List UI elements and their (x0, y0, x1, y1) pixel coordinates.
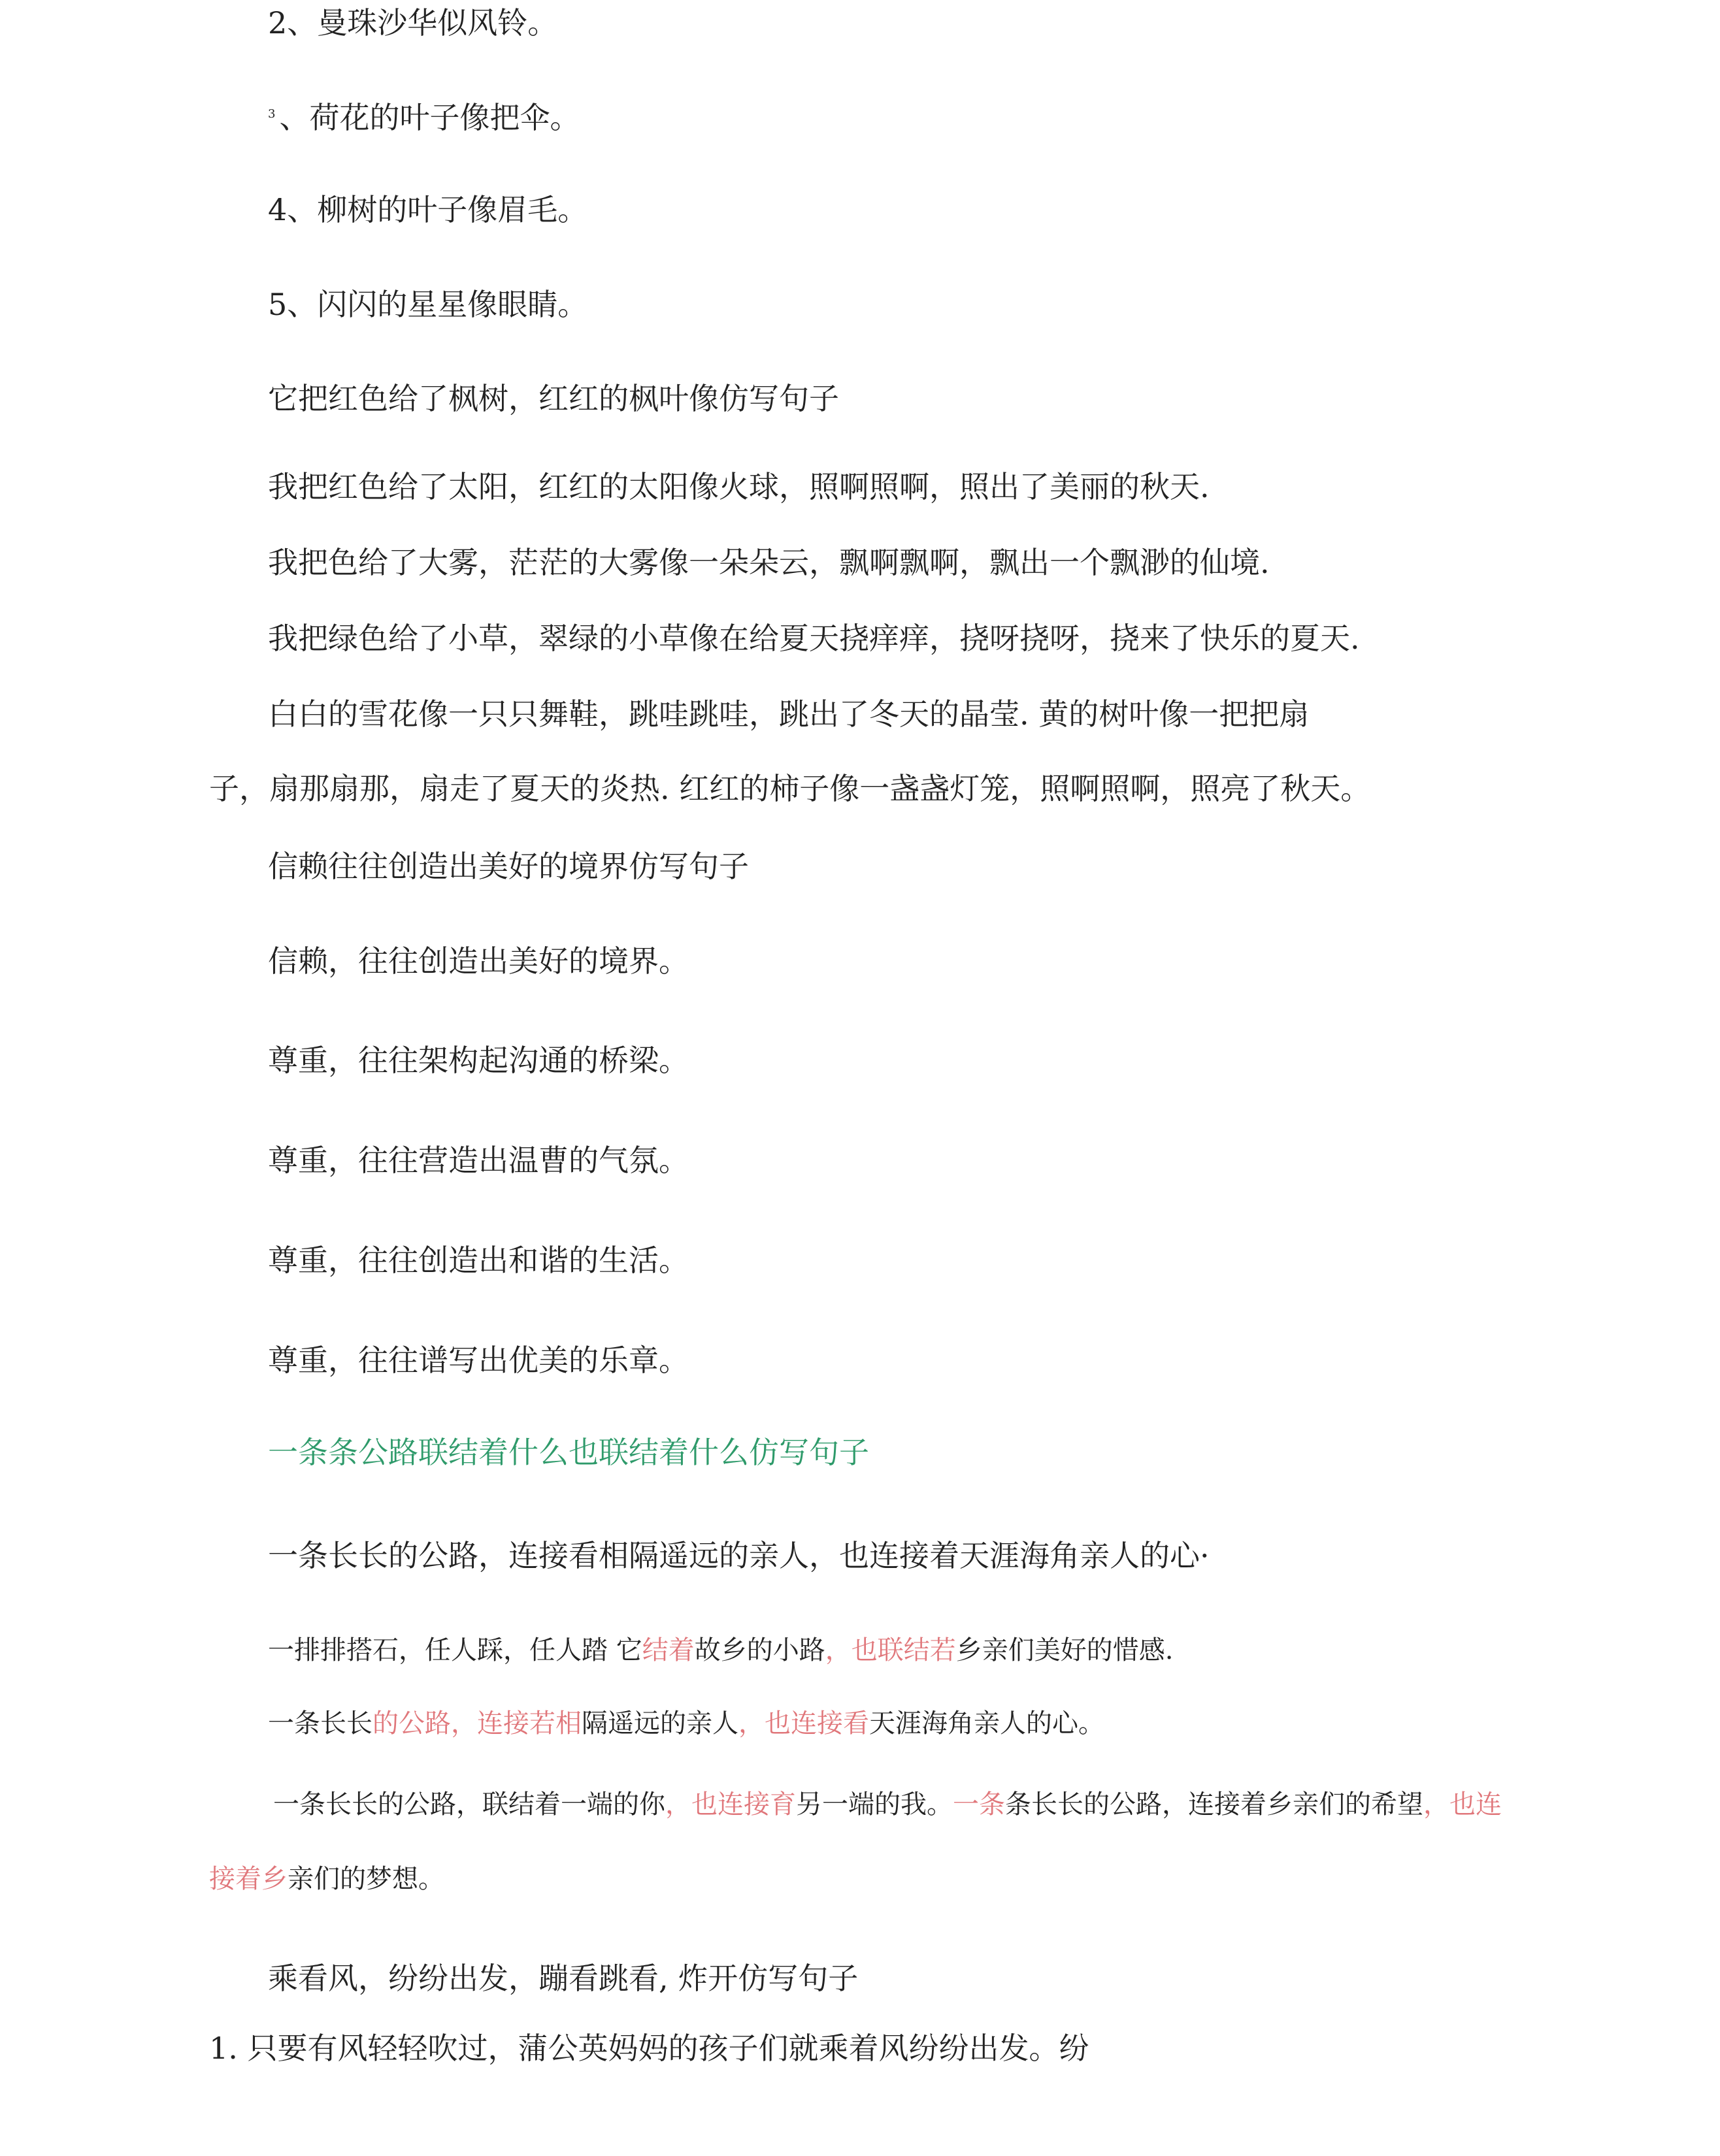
text-line: 一条长长的公路，连接看相隔遥远的亲人，也连接着天涯海角亲人的心· (268, 1538, 1210, 1573)
list-number: 3 (268, 106, 276, 121)
highlighted-segment: 的公路，连接若相 (372, 1708, 582, 1739)
highlighted-segment: ，也连接育 (665, 1789, 796, 1820)
text-segment: 、荷花的叶子像把伞。 (279, 100, 580, 135)
text-line: 白白的雪花像一只只舞鞋，跳哇跳哇，跳出了冬天的晶莹. 黄的树叶像一把把扇 (268, 696, 1310, 732)
text-line (268, 1710, 1104, 1737)
text-segment: 乡亲们美好的惜感. (955, 1635, 1174, 1665)
text-segment: 隔遥远的亲人 (582, 1708, 738, 1739)
text-line: 它把红色给了枫树，红红的枫叶像仿写句子 (268, 381, 839, 416)
text-line (209, 1866, 444, 1892)
text-line: 我把红色给了太阳，红红的太阳像火球，照啊照啊，照出了美丽的秋天. (268, 469, 1210, 504)
text-segment: 天涯海角亲人的心。 (869, 1708, 1104, 1739)
text-line: 尊重，往往架构起沟通的桥梁。 (268, 1043, 689, 1078)
text-line: 尊重，往往谱写出优美的乐章。 (268, 1343, 689, 1378)
text-segment: 一条长长的公路，联结着一端的你 (273, 1789, 665, 1820)
text-line: 尊重，往往创造出和谐的生活。 (268, 1243, 689, 1278)
text-segment: 另一端的我。 (796, 1789, 953, 1820)
text-line: 乘看风，纷纷出发，蹦看跳看, 炸开仿写句子 (268, 1961, 859, 1996)
text-line: 我把色给了大雾，茫茫的大雾像一朵朵云，飘啊飘啊，飘出一个飘渺的仙境. (268, 545, 1270, 580)
text-line: 信赖往往创造出美好的境界仿写句子 (268, 849, 749, 884)
text-line (268, 1637, 1173, 1663)
highlighted-segment: 一条 (953, 1789, 1005, 1820)
text-segment: 故乡的小路 (694, 1635, 825, 1665)
text-line: 尊重，往往营造出温曹的气氛。 (268, 1143, 689, 1178)
text-segment: 亲们的梦想。 (288, 1864, 444, 1894)
highlighted-segment: 接着乡 (209, 1864, 288, 1894)
highlighted-segment: 结着 (642, 1635, 695, 1665)
section-heading: 一条条公路联结着什么也联结着什么仿写句子 (268, 1435, 869, 1470)
text-line (273, 1791, 1502, 1818)
highlighted-segment: ，也联结若 (825, 1635, 956, 1665)
text-line (268, 100, 580, 135)
text-line: 信赖，往往创造出美好的境界。 (268, 943, 689, 979)
text-segment: 一排排搭石，任人踩，任人踏 它 (268, 1635, 642, 1665)
text-line: 1. 只要有风轻轻吹过，蒲公英妈妈的孩子们就乘着风纷纷出发。纷 (209, 2031, 1089, 2066)
text-line: 5、闪闪的星星像眼睛。 (268, 287, 588, 322)
text-line: 4、柳树的叶子像眉毛。 (268, 192, 588, 227)
text-line: 子，扇那扇那，扇走了夏天的炎热. 红红的柿子像一盏盏灯笼，照啊照啊，照亮了秋天。 (209, 771, 1371, 806)
highlighted-segment: ，也连 (1423, 1789, 1502, 1820)
text-segment: 条长长的公路，连接着乡亲们的希望 (1005, 1789, 1423, 1820)
highlighted-segment: ，也连接看 (738, 1708, 869, 1739)
text-line: 我把绿色给了小草，翠绿的小草像在给夏天挠痒痒，挠呀挠呀，挠来了快乐的夏天. (268, 621, 1360, 656)
text-line: 2、曼珠沙华似风铃。 (268, 5, 558, 41)
text-segment: 一条长长 (268, 1708, 372, 1739)
